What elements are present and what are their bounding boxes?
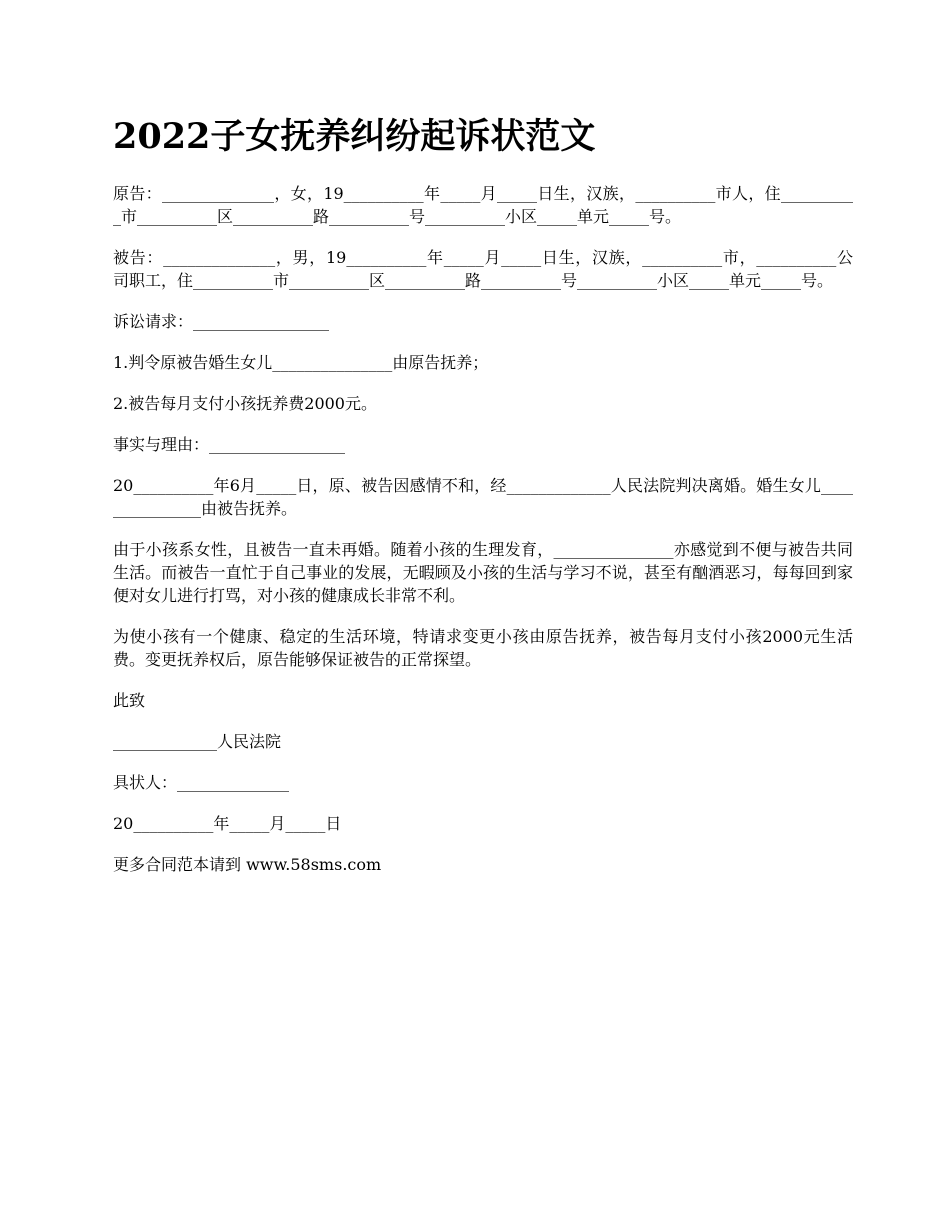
defendant-info-paragraph: 被告：______________，男，19__________年_____月_____日生，汉族，__________市，__________公司职工，住__________市__________区__________路__________号__________小区_____单元_____号。	[113, 248, 853, 290]
document-title: 2022子女抚养纠纷起诉状范文	[113, 116, 596, 157]
document-page	[113, 112, 853, 894]
court-name-line: _____________人民法院	[113, 732, 282, 751]
claim-item-2: 2.被告每月支付小孩抚养费2000元。	[113, 394, 377, 413]
salutation: 此致	[113, 691, 146, 710]
date-line: 20__________年_____月_____日	[113, 814, 342, 833]
facts-paragraph-3: 为使小孩有一个健康、稳定的生活环境，特请求变更小孩由原告抚养，被告每月支付小孩2000元生活费。变更抚养权后，原告能够保证被告的正常探望。	[113, 627, 853, 669]
signer-line: 具状人：______________	[113, 773, 290, 792]
plaintiff-info-paragraph: 原告：______________，女，19__________年_____月_____日生，汉族，__________市人，住__________市__________区__________路__________号__________小区_____单元_____号。	[113, 184, 853, 226]
claim-item-1: 1.判令原被告婚生女儿_______________由原告抚养；	[113, 353, 489, 372]
facts-heading: 事实与理由：_________________	[113, 435, 346, 454]
claims-heading: 诉讼请求：_________________	[113, 312, 330, 331]
facts-paragraph-1: 20__________年6月_____日，原、被告因感情不和，经_____________人民法院判决离婚。婚生女儿_______________由被告抚养。	[113, 476, 853, 518]
footer-link-text: 更多合同范本请到 www.58sms.com	[113, 855, 382, 874]
facts-paragraph-2: 由于小孩系女性，且被告一直未再婚。随着小孩的生理发育，_______________亦感觉到不便与被告共同生活。而被告一直忙于自己事业的发展，无暇顾及小孩的生活与学习不说，甚至有酗酒恶习，每每回到家便对女儿进行打骂，对小孩的健康成长非常不利。	[113, 540, 853, 605]
